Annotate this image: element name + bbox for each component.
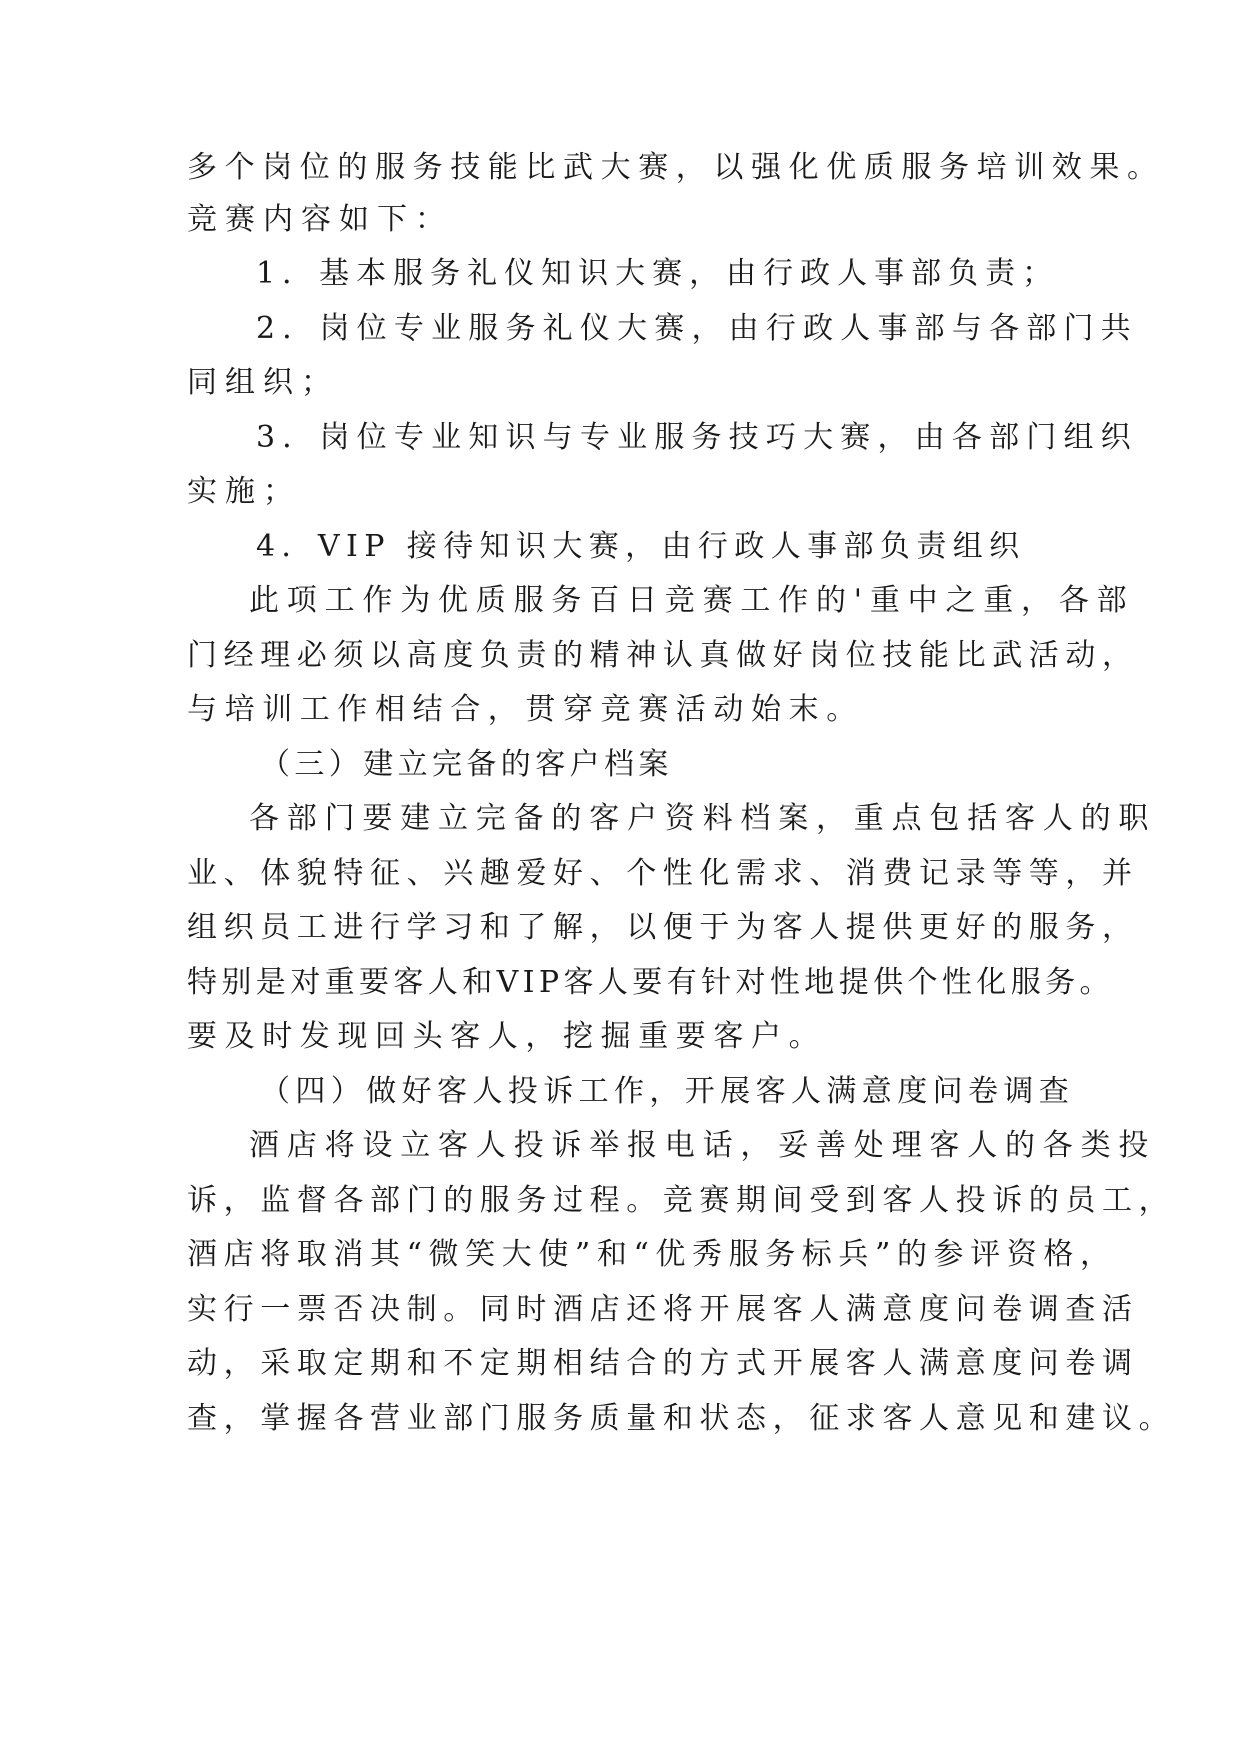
body-text-line: 与培训工作相结合，贯穿竞赛活动始末。 bbox=[187, 692, 864, 727]
body-text-line: 特别是对重要客人和VIP客人要有针对性地提供个性化服务。 bbox=[187, 965, 1114, 1000]
body-text-line: 组织员工进行学习和了解，以便于为客人提供更好的服务， bbox=[187, 910, 1139, 945]
body-text-line: 查，掌握各营业部门服务质量和状态，征求客人意见和建议。 bbox=[187, 1401, 1176, 1436]
section-heading-4: （四）做好客人投诉工作，开展客人满意度问卷调查 bbox=[260, 1074, 1075, 1109]
list-item-1: 1．基本服务礼仪知识大赛，由行政人事部负责； bbox=[256, 256, 1060, 291]
body-text-line: 要及时发现回头客人，挖掘重要客户。 bbox=[187, 1019, 827, 1054]
body-text-line: 实施； bbox=[187, 474, 301, 509]
body-text-line: 酒店将设立客人投诉举报电话，妥善处理客人的各类投 bbox=[249, 1128, 1157, 1163]
list-item-2: 2．岗位专业服务礼仪大赛，由行政人事部与各部门共 bbox=[256, 311, 1138, 346]
section-heading-3: （三）建立完备的客户档案 bbox=[260, 747, 673, 782]
body-text-line: 业、体貌特征、兴趣爱好、个性化需求、消费记录等等，并 bbox=[187, 856, 1139, 891]
list-item-3: 3．岗位专业知识与专业服务技巧大赛，由各部门组织 bbox=[256, 420, 1138, 455]
body-text-line: 多个岗位的服务技能比武大赛，以强化优质服务培训效果。 bbox=[187, 150, 1165, 185]
body-text-line: 酒店将取消其“微笑大使”和“优秀服务标兵”的参评资格， bbox=[187, 1237, 1117, 1272]
body-text-line: 门经理必须以高度负责的精神认真做好岗位技能比武活动， bbox=[187, 638, 1139, 673]
body-text-line: 同组织； bbox=[187, 365, 339, 400]
body-text-line: 竞赛内容如下： bbox=[187, 202, 453, 237]
body-text-line: 各部门要建立完备的客户资料档案，重点包括客人的职 bbox=[249, 801, 1157, 836]
body-text-line: 动，采取定期和不定期相结合的方式开展客人满意度问卷调 bbox=[187, 1346, 1139, 1381]
body-text-line: 实行一票否决制。同时酒店还将开展客人满意度问卷调查活 bbox=[187, 1292, 1139, 1327]
body-text-line: 诉，监督各部门的服务过程。竞赛期间受到客人投诉的员工， bbox=[187, 1183, 1176, 1218]
list-item-4: 4．VIP 接待知识大赛，由行政人事部负责组织 bbox=[256, 529, 1026, 564]
body-text-line: 此项工作为优质服务百日竞赛工作的'重中之重，各部 bbox=[249, 583, 1135, 618]
